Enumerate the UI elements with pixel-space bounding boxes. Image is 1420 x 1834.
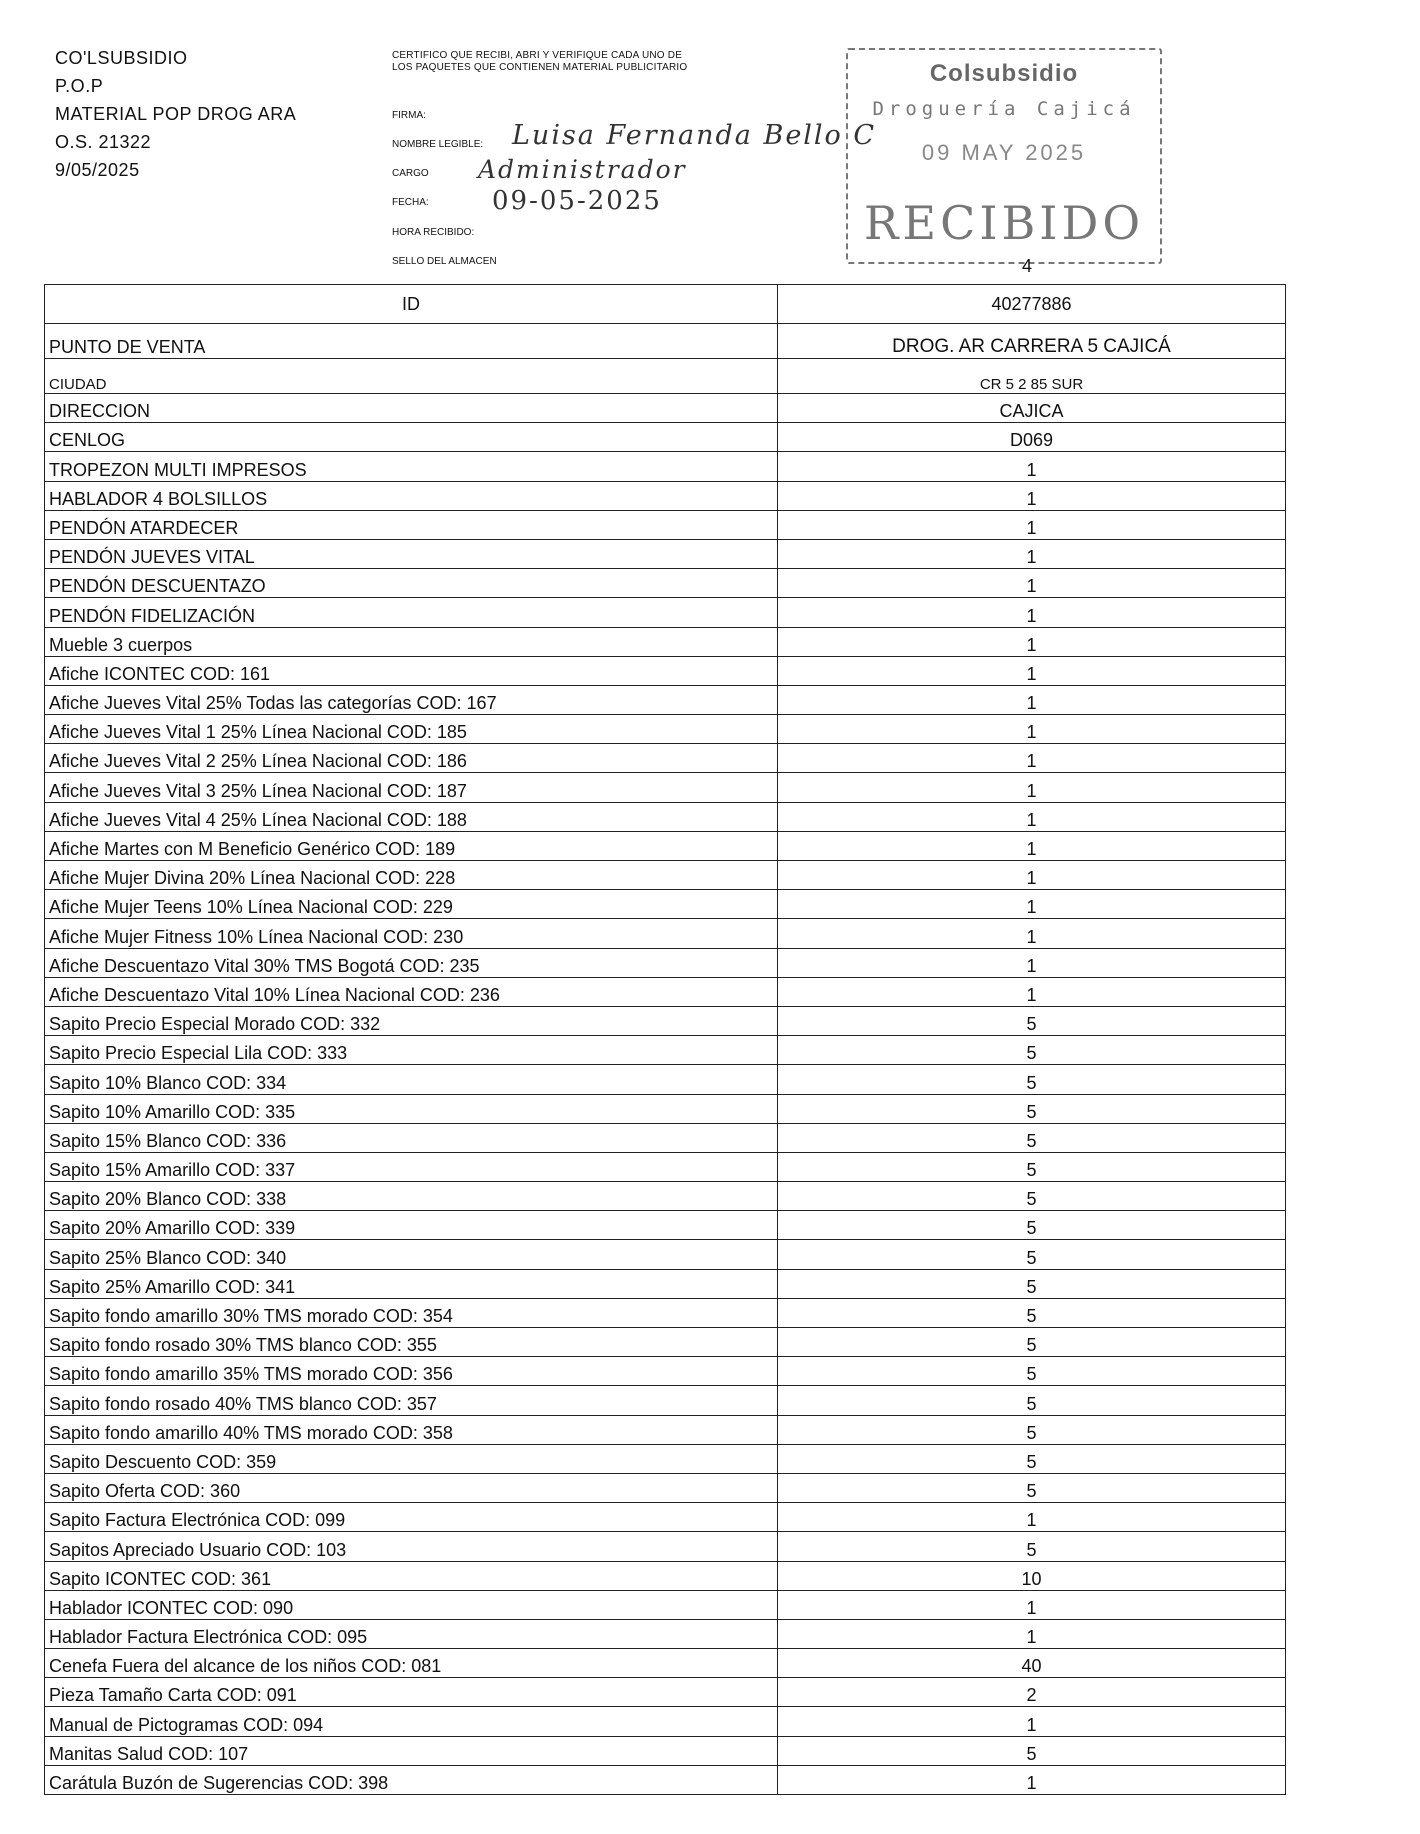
item-qty: 5 [778, 1444, 1286, 1473]
item-label: PENDÓN JUEVES VITAL [45, 539, 778, 568]
material-label: MATERIAL POP DROG ARA [55, 104, 297, 124]
cenlog-label: CENLOG [45, 423, 778, 452]
table-row [45, 1123, 1286, 1152]
item-label: Sapito fondo amarillo 40% TMS morado COD: 358 [45, 1415, 778, 1444]
item-label: Sapito Descuento COD: 359 [45, 1444, 778, 1473]
item-qty: 1 [778, 1707, 1286, 1736]
table-row [45, 1211, 1286, 1240]
item-label: PENDÓN DESCUENTAZO [45, 569, 778, 598]
direccion-value: CAJICA [778, 394, 1286, 423]
hora-label: HORA RECIBIDO: [392, 227, 475, 238]
table-row [45, 1065, 1286, 1094]
table-row [45, 919, 1286, 948]
item-label: Afiche Descuentazo Vital 10% Línea Nacional COD: 236 [45, 977, 778, 1006]
item-label: Hablador ICONTEC COD: 090 [45, 1590, 778, 1619]
item-qty: 5 [778, 1386, 1286, 1415]
received-stamp [846, 48, 1162, 264]
stamp-brand: Colsubsidio [929, 60, 1079, 87]
table-row [45, 656, 1286, 685]
item-label: Afiche Mujer Divina 20% Línea Nacional COD: 228 [45, 861, 778, 890]
item-label: Afiche Jueves Vital 2 25% Línea Nacional COD: 186 [45, 744, 778, 773]
item-label: Sapito 25% Amarillo COD: 341 [45, 1269, 778, 1298]
nombre-handwritten: Luisa Fernanda Bello C [512, 120, 877, 151]
item-label: Sapito Factura Electrónica COD: 099 [45, 1503, 778, 1532]
table-row [45, 1357, 1286, 1386]
item-label: Sapito 15% Blanco COD: 336 [45, 1123, 778, 1152]
item-qty: 1 [778, 948, 1286, 977]
cargo-handwritten: Administrador [478, 155, 687, 184]
item-label: Afiche Mujer Teens 10% Línea Nacional COD: 229 [45, 890, 778, 919]
item-qty: 1 [778, 773, 1286, 802]
item-qty: 5 [778, 1036, 1286, 1065]
item-qty: 5 [778, 1211, 1286, 1240]
item-qty: 5 [778, 1094, 1286, 1123]
item-label: Pieza Tamaño Carta COD: 091 [45, 1678, 778, 1707]
item-qty: 5 [778, 1006, 1286, 1035]
page-number: 4 [1022, 256, 1033, 276]
item-qty: 5 [778, 1532, 1286, 1561]
item-label: Sapitos Apreciado Usuario COD: 103 [45, 1532, 778, 1561]
item-qty: 5 [778, 1065, 1286, 1094]
table-row [45, 598, 1286, 627]
item-qty: 1 [778, 481, 1286, 510]
item-label: Sapito 25% Blanco COD: 340 [45, 1240, 778, 1269]
item-qty: 5 [778, 1415, 1286, 1444]
nombre-label: NOMBRE LEGIBLE: [392, 139, 484, 150]
id-label: ID [45, 285, 778, 324]
table-row-ciudad [45, 359, 1286, 394]
table-row [45, 948, 1286, 977]
table-row [45, 744, 1286, 773]
table-row [45, 1707, 1286, 1736]
table-row [45, 627, 1286, 656]
item-label: Sapito fondo rosado 30% TMS blanco COD: 355 [45, 1328, 778, 1357]
item-qty: 5 [778, 1298, 1286, 1327]
item-qty: 1 [778, 1590, 1286, 1619]
item-label: Cenefa Fuera del alcance de los niños COD: 081 [45, 1649, 778, 1678]
table-row [45, 1182, 1286, 1211]
item-qty: 1 [778, 656, 1286, 685]
item-qty: 1 [778, 510, 1286, 539]
table-row [45, 1649, 1286, 1678]
fecha-label: FECHA: [392, 197, 429, 208]
table-row [45, 802, 1286, 831]
item-label: Afiche Martes con M Beneficio Genérico COD: 189 [45, 831, 778, 860]
stamp-received: RECIBIDO [863, 196, 1145, 250]
item-qty: 1 [778, 539, 1286, 568]
punto-label: PUNTO DE VENTA [45, 324, 778, 359]
item-qty: 1 [778, 1619, 1286, 1648]
table-row [45, 715, 1286, 744]
item-label: Sapito 10% Blanco COD: 334 [45, 1065, 778, 1094]
item-label: TROPEZON MULTI IMPRESOS [45, 452, 778, 481]
item-qty: 5 [778, 1123, 1286, 1152]
fecha-handwritten: 09-05-2025 [492, 186, 662, 216]
pop-label: P.O.P [55, 76, 104, 96]
item-qty: 5 [778, 1473, 1286, 1502]
item-qty: 5 [778, 1240, 1286, 1269]
table-row [45, 685, 1286, 714]
item-label: Sapito ICONTEC COD: 361 [45, 1561, 778, 1590]
item-qty: 1 [778, 977, 1286, 1006]
item-label: Carátula Buzón de Sugerencias COD: 398 [45, 1765, 778, 1794]
firma-label: FIRMA: [392, 110, 426, 121]
table-row [45, 1678, 1286, 1707]
item-label: Afiche Jueves Vital 25% Todas las categorías COD: 167 [45, 685, 778, 714]
item-label: Sapito 20% Blanco COD: 338 [45, 1182, 778, 1211]
certificate-text: CERTIFICO QUE RECIBI, ABRI Y VERIFIQUE CADA UNO DE LOS PAQUETES QUE CONTIENEN MATERIAL PUBLICITARIO [392, 50, 688, 73]
table-row [45, 1736, 1286, 1765]
punto-value: DROG. AR CARRERA 5 CAJICÁ [778, 324, 1286, 359]
item-qty: 1 [778, 802, 1286, 831]
item-label: Afiche ICONTEC COD: 161 [45, 656, 778, 685]
table-row [45, 1765, 1286, 1794]
table-row [45, 773, 1286, 802]
table-row [45, 1036, 1286, 1065]
table-row [45, 1006, 1286, 1035]
table-row [45, 831, 1286, 860]
cenlog-value: D069 [778, 423, 1286, 452]
document-header [55, 44, 296, 184]
item-label: Sapito fondo amarillo 35% TMS morado COD: 356 [45, 1357, 778, 1386]
item-qty: 1 [778, 569, 1286, 598]
ciudad-label: CIUDAD [45, 359, 778, 394]
table-row [45, 452, 1286, 481]
table-row [45, 890, 1286, 919]
item-qty: 1 [778, 1503, 1286, 1532]
table-row [45, 1619, 1286, 1648]
item-qty: 1 [778, 598, 1286, 627]
item-label: Afiche Jueves Vital 1 25% Línea Nacional COD: 185 [45, 715, 778, 744]
sello-label: SELLO DEL ALMACEN [392, 256, 497, 267]
item-label: Manual de Pictogramas COD: 094 [45, 1707, 778, 1736]
item-qty: 1 [778, 744, 1286, 773]
table-row [45, 1473, 1286, 1502]
table-row [45, 861, 1286, 890]
table-row [45, 569, 1286, 598]
item-label: Sapito Oferta COD: 360 [45, 1473, 778, 1502]
item-qty: 5 [778, 1357, 1286, 1386]
item-label: Afiche Mujer Fitness 10% Línea Nacional COD: 230 [45, 919, 778, 948]
item-label: Sapito 15% Amarillo COD: 337 [45, 1152, 778, 1181]
company-name: CO'LSUBSIDIO [55, 48, 188, 68]
item-label: Sapito fondo amarillo 30% TMS morado COD: 354 [45, 1298, 778, 1327]
table-row [45, 1590, 1286, 1619]
item-label: Hablador Factura Electrónica COD: 095 [45, 1619, 778, 1648]
stamp-store: Droguería Cajicá [872, 98, 1136, 120]
table-row [45, 1415, 1286, 1444]
item-label: Afiche Jueves Vital 4 25% Línea Nacional COD: 188 [45, 802, 778, 831]
item-qty: 1 [778, 890, 1286, 919]
item-qty: 1 [778, 1765, 1286, 1794]
table-row [45, 1298, 1286, 1327]
table-row [45, 1240, 1286, 1269]
direccion-label: DIRECCION [45, 394, 778, 423]
item-qty: 5 [778, 1269, 1286, 1298]
item-label: Afiche Jueves Vital 3 25% Línea Nacional COD: 187 [45, 773, 778, 802]
table-row [45, 1094, 1286, 1123]
item-qty: 5 [778, 1328, 1286, 1357]
table-row [45, 539, 1286, 568]
item-label: Manitas Salud COD: 107 [45, 1736, 778, 1765]
table-row [45, 510, 1286, 539]
table-row-cenlog [45, 423, 1286, 452]
item-label: PENDÓN ATARDECER [45, 510, 778, 539]
table-row [45, 1444, 1286, 1473]
item-label: Afiche Descuentazo Vital 30% TMS Bogotá COD: 235 [45, 948, 778, 977]
item-qty: 1 [778, 919, 1286, 948]
table-row [45, 1561, 1286, 1590]
item-qty: 1 [778, 452, 1286, 481]
table-row-direccion [45, 394, 1286, 423]
document-date: 9/05/2025 [55, 160, 140, 180]
table-row-punto [45, 324, 1286, 359]
cargo-label: CARGO [392, 168, 429, 179]
table-row [45, 1152, 1286, 1181]
item-label: Sapito fondo rosado 40% TMS blanco COD: 357 [45, 1386, 778, 1415]
item-label: Sapito Precio Especial Lila COD: 333 [45, 1036, 778, 1065]
material-table [44, 284, 1286, 1795]
item-qty: 1 [778, 831, 1286, 860]
table-row [45, 1328, 1286, 1357]
item-qty: 10 [778, 1561, 1286, 1590]
table-row [45, 977, 1286, 1006]
id-value: 40277886 [778, 285, 1286, 324]
item-qty: 1 [778, 715, 1286, 744]
item-qty: 40 [778, 1649, 1286, 1678]
item-label: Mueble 3 cuerpos [45, 627, 778, 656]
item-label: Sapito 20% Amarillo COD: 339 [45, 1211, 778, 1240]
item-qty: 2 [778, 1678, 1286, 1707]
table-row [45, 1386, 1286, 1415]
item-label: PENDÓN FIDELIZACIÓN [45, 598, 778, 627]
stamp-date: 09 MAY 2025 [921, 140, 1087, 165]
ciudad-value: CR 5 2 85 SUR [778, 359, 1286, 394]
table-row [45, 1532, 1286, 1561]
order-number: O.S. 21322 [55, 132, 152, 152]
table-row [45, 1503, 1286, 1532]
item-qty: 1 [778, 685, 1286, 714]
item-label: Sapito 10% Amarillo COD: 335 [45, 1094, 778, 1123]
table-row-id [45, 285, 1286, 324]
item-qty: 1 [778, 627, 1286, 656]
item-qty: 5 [778, 1736, 1286, 1765]
table-row [45, 1269, 1286, 1298]
item-qty: 5 [778, 1152, 1286, 1181]
item-label: Sapito Precio Especial Morado COD: 332 [45, 1006, 778, 1035]
item-qty: 5 [778, 1182, 1286, 1211]
table-row [45, 481, 1286, 510]
item-qty: 1 [778, 861, 1286, 890]
item-label: HABLADOR 4 BOLSILLOS [45, 481, 778, 510]
